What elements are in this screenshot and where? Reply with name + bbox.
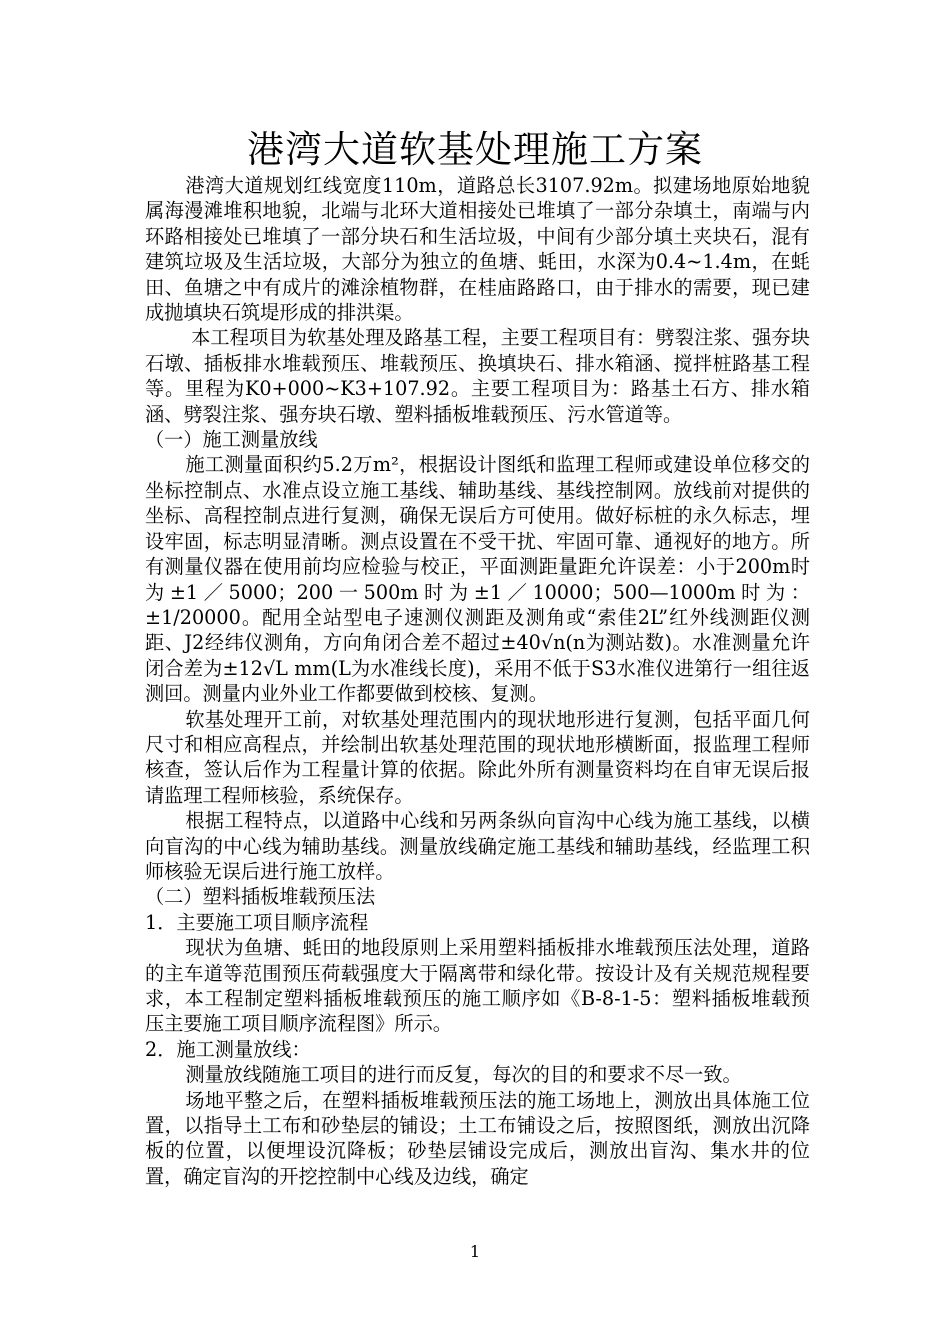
paragraph-baselines: 根据工程特点，以道路中心线和另两条纵向盲沟中心线为施工基线，以横向盲沟的中心线为辅助基线。测量放线确定施工基线和辅助基线，经监理工积师核验无误后进行施工放样。 [145, 809, 810, 883]
subheading-sequence: 1．主要施工项目顺序流程 [145, 910, 369, 934]
paragraph-repeat-survey: 测量放线随施工项目的进行而反复，每次的目的和要求不尽一致。 [185, 1063, 742, 1087]
subheading-survey-stakeout: 2．施工测量放线： [145, 1037, 311, 1061]
document-body [145, 173, 810, 1189]
document-title: 港湾大道软基处理施工方案 [247, 128, 703, 171]
paragraph-project-scope: 本工程项目为软基处理及路基工程，主要工程项目有：劈裂注浆、强夯块石墩、插板排水堆载预压、堆载预压、换填块石、排水箱涵、搅拌桩路基工程等。里程为K0+000~K3+107.92。主要工程项目为：路基土石方、排水箱涵、劈裂注浆、强夯块石墩、塑料插板堆载预压、污水管道等。 [145, 326, 810, 426]
paragraph-pre-construction-survey: 软基处理开工前，对软基处理范围内的现状地形进行复测，包括平面几何尺寸和相应高程点，并绘制出软基处理范围的现状地形横断面，报监理工程师核查，签认后作为工程量计算的依据。除此外所有测量资料均在自审无误后报请监理工程师核验，系统保存。 [145, 707, 810, 807]
paragraph-site-overview: 港湾大道规划红线宽度110m，道路总长3107.92m。拟建场地原始地貌属海漫滩堆积地貌，北端与北环大道相接处已堆填了一部分杂填土，南端与内环路相接处已堆填了一部分块石和生活垃圾，中间有少部分填土夹块石，混有建筑垃圾及生活垃圾，大部分为独立的鱼塘、蚝田，水深为0.4~1.4m，在蚝田、鱼塘之中有成片的滩涂植物群，在桂庙路路口，由于排水的需要，现已建成抛填块石筑堤形成的排洪渠。 [145, 174, 810, 325]
paragraph-sequence: 现状为鱼塘、蚝田的地段原则上采用塑料插板排水堆载预压法处理，道路的主车道等范围预压荷载强度大于隔离带和绿化带。按设计及有关规范规程要求，本工程制定塑料插板堆载预压的施工顺序如《B-8-1-5：塑料插板堆载预压主要施工项目顺序流程图》所示。 [145, 936, 810, 1036]
paragraph-site-leveling: 场地平整之后，在塑料插板堆载预压法的施工场地上，测放出具体施工位置，以指导土工布和砂垫层的铺设；土工布铺设之后，按照图纸，测放出沉降板的位置，以便埋设沉降板；砂垫层铺设完成后，测放出盲沟、集水井的位置，确定盲沟的开挖控制中心线及边线，确定 [145, 1088, 810, 1188]
page-number: 1 [469, 1242, 481, 1261]
section-heading-plastic-drain: （二）塑料插板堆载预压法 [145, 885, 376, 909]
paragraph-survey-area: 施工测量面积约5.2万m²，根据设计图纸和监理工程师或建设单位移交的坐标控制点、水准点设立施工基线、辅助基线、基线控制网。放线前对提供的坐标、高程控制点进行复测，确保无误后方可使用。做好标桩的永久标志，埋设牢固，标志明显清晰。测点设置在不受干扰、牢固可靠、通视好的地方。所有测量仪器在使用前均应检验与校正，平面测距量距允许误差：小于200m时为±1／5000；200一500m时为±1／10000；500—1000m时为：±1/20000。配用全站型电子速测仪测距及测角或“索佳2L”红外线测距仪测距、J2经纬仪测角，方向角闭合差不超过±40√n(n为测站数)。水准测量允许闭合差为±12√L mm(L为水准线长度)，采用不低于S3水准仪进第行一组往返测回。测量内业外业工作都要做到校核、复测。 [145, 453, 810, 706]
section-heading-survey: （一）施工测量放线 [145, 428, 318, 452]
